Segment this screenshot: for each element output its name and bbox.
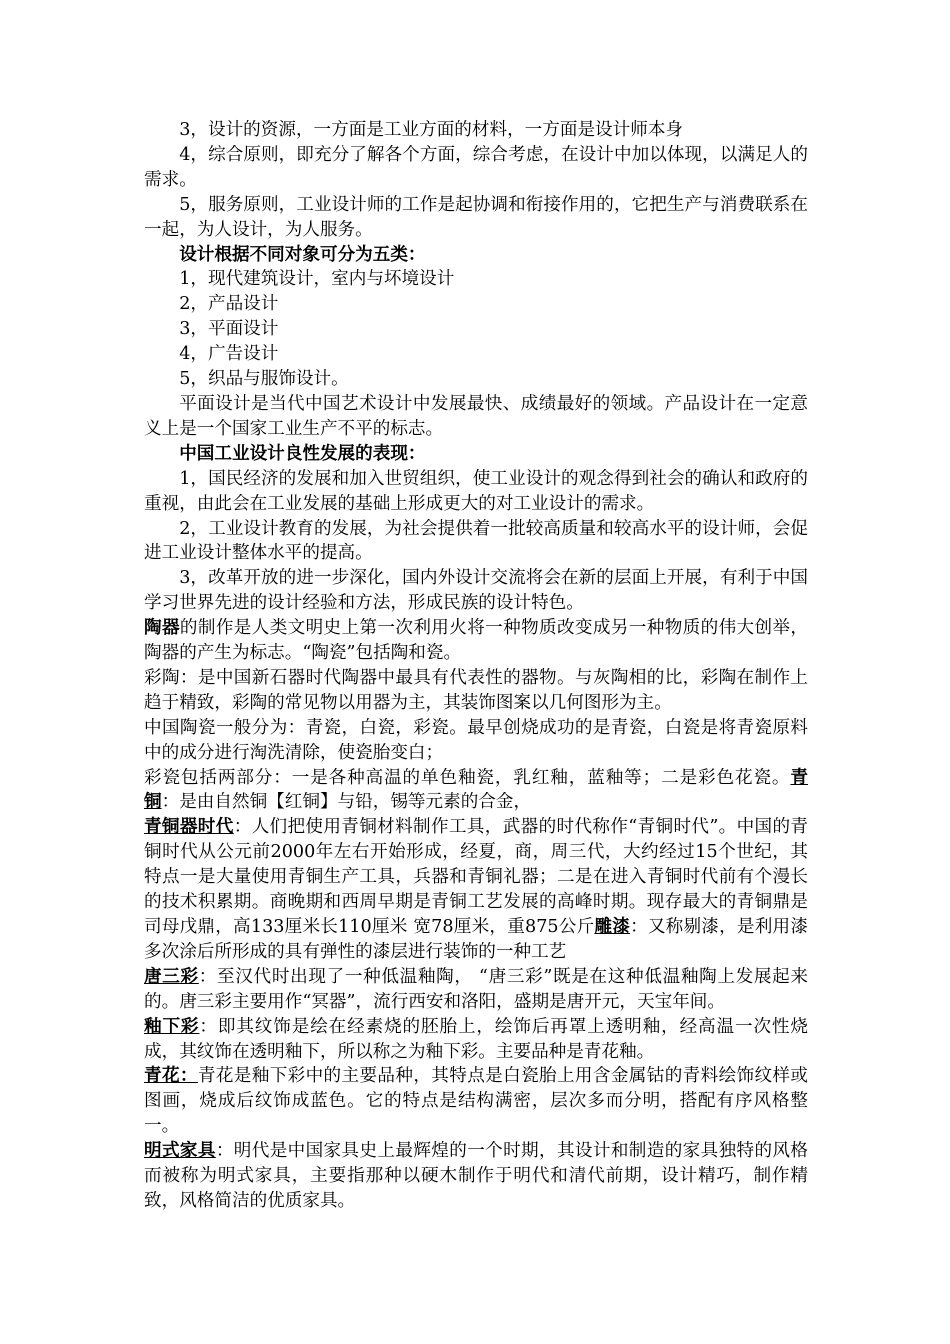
colored-porcelain-paragraph [144, 766, 808, 816]
term-blue-white: 青花： [144, 1065, 198, 1087]
ming-furniture-text: ：明代是中国家具史上最辉煌的一个时期，其设计和制造的家具独特的风格而被称为明式家具，主要指那种以硬木制作于明代和清代前期，设计精巧，制作精致，风格简洁的优质家具。 [144, 1141, 808, 1211]
bronze-age-text: ：人们把使用青铜材料制作工具，武器的时代称作“青铜时代”。中国的青铜时代从公元前2000年左右开始形成，经夏，商，周三代，大约经过15个世纪，其特点一是大量使用青铜生产工具，兵器和青铜礼器；二是在进入青铜时代前有个漫长的技术积累期。商晚期和西周早期是青铜工艺发展的高峰时期。现存最大的青铜鼎是司母戊鼎，高133厘米长110厘米 宽78厘米，重875公斤 [144, 817, 808, 937]
tang-sancai-text: ：至汉代时出现了一种低温釉陶， “唐三彩”既是在这种低温釉陶上发展起来的。唐三彩主要用作“冥器”，流行西安和洛阳，盛期是唐开元，天宝年间。 [144, 966, 808, 1012]
term-tang-sancai: 唐三彩 [144, 965, 199, 987]
tang-sancai-paragraph [144, 965, 808, 1015]
colored-porcelain-text: 彩瓷包括两部分：一是各种高温的单色釉瓷，乳红釉，蓝釉等；二是彩色花瓷。 [144, 767, 791, 788]
blue-white-paragraph [144, 1064, 808, 1139]
bronze-text: ：是由自然铜【红铜】与铅，锡等元素的合金， [161, 792, 532, 813]
heading-design-categories: 设计根据不同对象可分为五类： [179, 243, 426, 265]
term-bronze: 青铜 [144, 766, 808, 813]
term-pottery: 陶器 [144, 617, 180, 639]
underglaze-paragraph [144, 1015, 808, 1065]
category-4: 4，广告设计 [179, 344, 279, 365]
painted-pottery-paragraph: 彩陶：是中国新石器时代陶器中最具有代表性的器物。与灰陶相的比，彩陶在制作上趋于精致，彩陶的常见物以用器为主，其装饰图案以几何图形为主。 [144, 667, 808, 713]
development-2: 2，工业设计教育的发展，为社会提供着一批较高质量和较高水平的设计师，会促进工业设计整体水平的提高。 [144, 518, 808, 564]
development-1: 1，国民经济的发展和加入世贸组织，使工业设计的观念得到社会的确认和政府的重视，由此会在工业发展的基础上形成更大的对工业设计的需求。 [144, 468, 808, 514]
pottery-text: 的制作是人类文明史上第一次利用火将一种物质改变成另一种物质的伟大创举，陶器的产生为标志。“陶瓷”包括陶和瓷。 [144, 618, 808, 664]
principle-5: 5，服务原则，工业设计师的工作是起协调和衔接作用的，它把生产与消费联系在一起，为人设计，为人服务。 [144, 194, 808, 240]
underglaze-text: ：即其纹饰是绘在经素烧的胚胎上，绘饰后再罩上透明釉，经高温一次性烧成，其纹饰在透明釉下，所以称之为釉下彩。主要品种是青花釉。 [144, 1016, 808, 1062]
pottery-paragraph [144, 616, 808, 666]
category-1: 1，现代建筑设计，室内与坏境设计 [179, 269, 455, 290]
development-3: 3，改革开放的进一步深化，国内外设计交流将会在新的层面上开展，有利于中国学习世界先进的设计经验和方法，形成民族的设计特色。 [144, 568, 808, 614]
term-carved-lacquer: 雕漆 [594, 916, 631, 937]
carved-lacquer-text: ：又称剔漆，是利用漆多次涂后所形成的具有弹性的漆层进行装饰的一种工艺 [144, 917, 808, 962]
category-3: 3，平面设计 [179, 319, 279, 340]
blue-white-text: 青花是釉下彩中的主要品种，其特点是白瓷胎上用含金属钴的青料绘饰纹样或图画，烧成后纹饰成蓝色。它的特点是结构满密，层次多而分明，搭配有序风格整一。 [144, 1066, 808, 1137]
heading-industrial-design-development: 中国工业设计良性发展的表现： [179, 442, 426, 464]
ceramics-paragraph: 中国陶瓷一般分为：青瓷，白瓷，彩瓷。最早创烧成功的是青瓷，白瓷是将青瓷原料中的成分进行淘洗清除，使瓷胎变白； [144, 717, 808, 763]
graphic-design-paragraph: 平面设计是当代中国艺术设计中发展最快、成绩最好的领域。产品设计在一定意义上是一个国家工业生产不平的标志。 [144, 393, 808, 439]
category-5: 5，织品与服饰设计。 [179, 369, 349, 390]
term-underglaze: 釉下彩 [144, 1015, 200, 1037]
document-page [144, 118, 808, 1214]
bronze-age-paragraph [144, 815, 808, 964]
principle-4: 4，综合原则，即充分了解各个方面，综合考虑，在设计中加以体现，以满足人的需求。 [144, 144, 808, 190]
term-ming-furniture: 明式家具 [144, 1140, 216, 1162]
term-bronze-age: 青铜器时代 [144, 816, 234, 838]
ming-furniture-paragraph [144, 1139, 808, 1214]
principle-3: 3，设计的资源，一方面是工业方面的材料，一方面是设计师本身 [179, 120, 684, 140]
category-2: 2，产品设计 [179, 294, 279, 315]
